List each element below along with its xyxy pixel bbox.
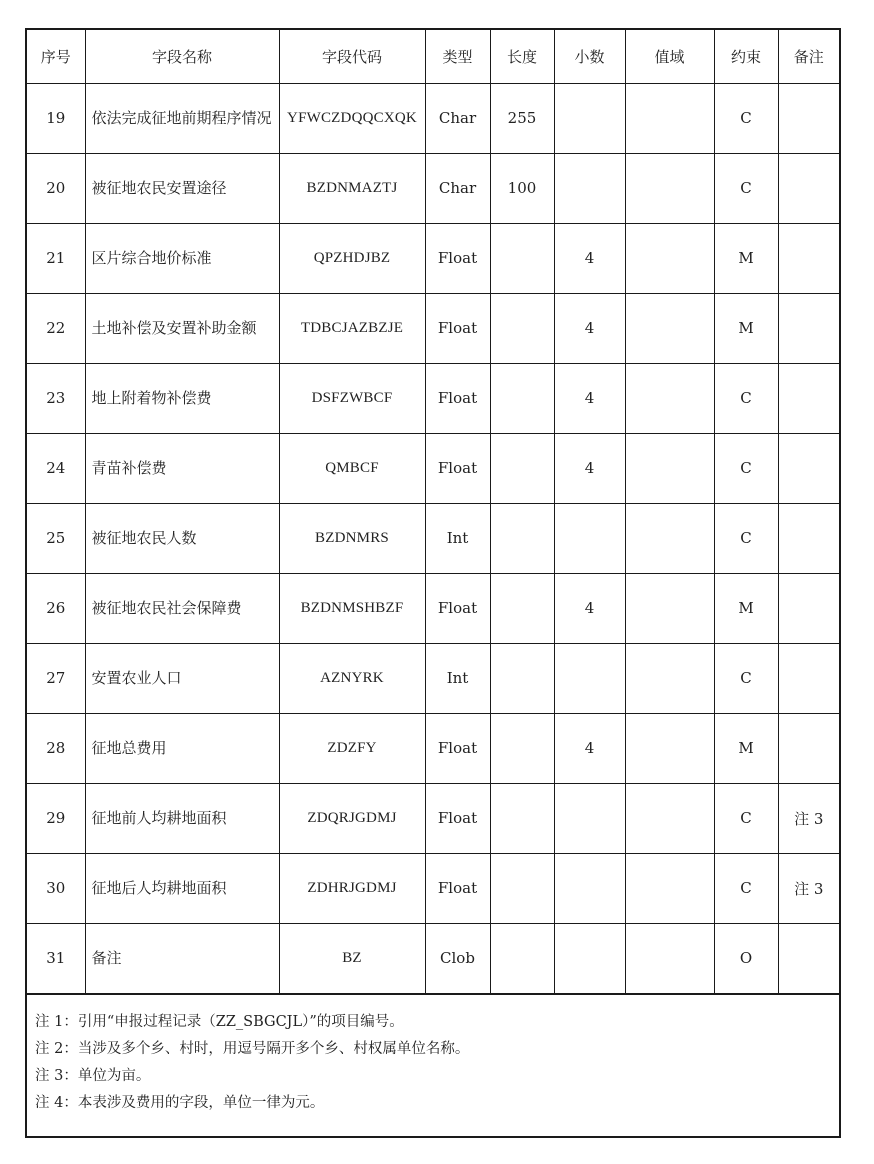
cell-constraint: C bbox=[714, 853, 778, 923]
cell-range bbox=[625, 153, 714, 223]
cell-field-code: AZNYRK bbox=[279, 643, 425, 713]
cell-decimal bbox=[554, 83, 625, 153]
cell-constraint: O bbox=[714, 923, 778, 993]
cell-no: 24 bbox=[27, 433, 85, 503]
cell-no: 30 bbox=[27, 853, 85, 923]
cell-field-name: 征地总费用 bbox=[85, 713, 279, 783]
cell-constraint: M bbox=[714, 713, 778, 783]
cell-constraint: M bbox=[714, 573, 778, 643]
cell-remark bbox=[778, 433, 839, 503]
cell-field-name: 安置农业人口 bbox=[85, 643, 279, 713]
cell-field-name: 征地前人均耕地面积 bbox=[85, 783, 279, 853]
cell-field-name: 征地后人均耕地面积 bbox=[85, 853, 279, 923]
cell-no: 31 bbox=[27, 923, 85, 993]
cell-length bbox=[490, 783, 554, 853]
cell-field-code: ZDZFY bbox=[279, 713, 425, 783]
cell-constraint: C bbox=[714, 503, 778, 573]
cell-field-code: ZDHRJGDMJ bbox=[279, 853, 425, 923]
cell-field-name: 被征地农民安置途径 bbox=[85, 153, 279, 223]
cell-type: Float bbox=[425, 573, 490, 643]
cell-length bbox=[490, 643, 554, 713]
cell-field-code: QMBCF bbox=[279, 433, 425, 503]
cell-field-name: 备注 bbox=[85, 923, 279, 993]
cell-decimal: 4 bbox=[554, 713, 625, 783]
cell-field-name: 被征地农民社会保障费 bbox=[85, 573, 279, 643]
cell-no: 27 bbox=[27, 643, 85, 713]
cell-length: 100 bbox=[490, 153, 554, 223]
cell-type: Float bbox=[425, 783, 490, 853]
cell-type: Float bbox=[425, 223, 490, 293]
cell-decimal: 4 bbox=[554, 293, 625, 363]
cell-length bbox=[490, 363, 554, 433]
cell-remark bbox=[778, 643, 839, 713]
cell-no: 20 bbox=[27, 153, 85, 223]
header-field-code: 字段代码 bbox=[279, 30, 425, 83]
cell-no: 23 bbox=[27, 363, 85, 433]
cell-range bbox=[625, 573, 714, 643]
cell-decimal: 4 bbox=[554, 363, 625, 433]
cell-field-name: 依法完成征地前期程序情况 bbox=[85, 83, 279, 153]
cell-remark bbox=[778, 503, 839, 573]
table-row bbox=[27, 293, 839, 363]
cell-range bbox=[625, 503, 714, 573]
header-constraint: 约束 bbox=[714, 30, 778, 83]
cell-type: Float bbox=[425, 853, 490, 923]
cell-decimal bbox=[554, 923, 625, 993]
cell-type: Int bbox=[425, 643, 490, 713]
cell-type: Float bbox=[425, 363, 490, 433]
note-1: 注 1：引用“申报过程记录（ZZ_SBGCJL）”的项目编号。 bbox=[35, 1013, 404, 1030]
cell-field-name: 土地补偿及安置补助金额 bbox=[85, 293, 279, 363]
cell-remark bbox=[778, 223, 839, 293]
cell-range bbox=[625, 783, 714, 853]
cell-range bbox=[625, 293, 714, 363]
cell-type: Float bbox=[425, 293, 490, 363]
cell-remark bbox=[778, 83, 839, 153]
table-row bbox=[27, 363, 839, 433]
cell-field-code: QPZHDJBZ bbox=[279, 223, 425, 293]
cell-decimal bbox=[554, 153, 625, 223]
cell-range bbox=[625, 713, 714, 783]
cell-range bbox=[625, 363, 714, 433]
cell-constraint: C bbox=[714, 363, 778, 433]
cell-length bbox=[490, 923, 554, 993]
field-definition-sheet bbox=[25, 28, 841, 1138]
cell-field-code: TDBCJAZBZJE bbox=[279, 293, 425, 363]
cell-field-code: DSFZWBCF bbox=[279, 363, 425, 433]
table-body bbox=[27, 83, 839, 993]
cell-constraint: C bbox=[714, 643, 778, 713]
cell-remark bbox=[778, 293, 839, 363]
cell-decimal: 4 bbox=[554, 223, 625, 293]
cell-no: 29 bbox=[27, 783, 85, 853]
cell-length bbox=[490, 853, 554, 923]
cell-remark bbox=[778, 713, 839, 783]
cell-constraint: C bbox=[714, 153, 778, 223]
table-row bbox=[27, 713, 839, 783]
note-2: 注 2：当涉及多个乡、村时，用逗号隔开多个乡、村权属单位名称。 bbox=[35, 1040, 470, 1057]
table-row bbox=[27, 503, 839, 573]
cell-field-name: 区片综合地价标准 bbox=[85, 223, 279, 293]
cell-field-name: 地上附着物补偿费 bbox=[85, 363, 279, 433]
cell-remark: 注 3 bbox=[778, 783, 839, 853]
header-field-name: 字段名称 bbox=[85, 30, 279, 83]
cell-decimal: 4 bbox=[554, 433, 625, 503]
notes-section bbox=[27, 994, 839, 1117]
cell-no: 22 bbox=[27, 293, 85, 363]
cell-type: Char bbox=[425, 153, 490, 223]
cell-type: Float bbox=[425, 713, 490, 783]
table-row bbox=[27, 153, 839, 223]
cell-range bbox=[625, 923, 714, 993]
table-header-row bbox=[27, 30, 839, 83]
cell-type: Char bbox=[425, 83, 490, 153]
table-row bbox=[27, 573, 839, 643]
cell-length bbox=[490, 223, 554, 293]
table-row bbox=[27, 433, 839, 503]
cell-field-code: BZDNMAZTJ bbox=[279, 153, 425, 223]
field-definition-table bbox=[27, 30, 839, 994]
cell-field-name: 被征地农民人数 bbox=[85, 503, 279, 573]
cell-range bbox=[625, 223, 714, 293]
cell-decimal: 4 bbox=[554, 573, 625, 643]
header-no: 序号 bbox=[27, 30, 85, 83]
table-row bbox=[27, 643, 839, 713]
cell-remark bbox=[778, 923, 839, 993]
cell-field-code: BZDNMRS bbox=[279, 503, 425, 573]
cell-field-name: 青苗补偿费 bbox=[85, 433, 279, 503]
note-4: 注 4：本表涉及费用的字段，单位一律为元。 bbox=[35, 1094, 325, 1111]
cell-remark bbox=[778, 153, 839, 223]
cell-constraint: M bbox=[714, 223, 778, 293]
header-length: 长度 bbox=[490, 30, 554, 83]
header-remark: 备注 bbox=[778, 30, 839, 83]
cell-range bbox=[625, 83, 714, 153]
cell-remark bbox=[778, 363, 839, 433]
table-row bbox=[27, 783, 839, 853]
cell-no: 28 bbox=[27, 713, 85, 783]
cell-length bbox=[490, 573, 554, 643]
cell-constraint: C bbox=[714, 783, 778, 853]
cell-no: 26 bbox=[27, 573, 85, 643]
header-decimal: 小数 bbox=[554, 30, 625, 83]
note-3: 注 3：单位为亩。 bbox=[35, 1067, 151, 1084]
cell-decimal bbox=[554, 503, 625, 573]
cell-range bbox=[625, 643, 714, 713]
cell-remark bbox=[778, 573, 839, 643]
cell-decimal bbox=[554, 853, 625, 923]
table-row bbox=[27, 223, 839, 293]
header-type: 类型 bbox=[425, 30, 490, 83]
cell-constraint: M bbox=[714, 293, 778, 363]
cell-type: Int bbox=[425, 503, 490, 573]
cell-decimal bbox=[554, 783, 625, 853]
header-range: 值域 bbox=[625, 30, 714, 83]
cell-remark: 注 3 bbox=[778, 853, 839, 923]
cell-length bbox=[490, 293, 554, 363]
cell-length bbox=[490, 503, 554, 573]
cell-field-code: ZDQRJGDMJ bbox=[279, 783, 425, 853]
cell-no: 21 bbox=[27, 223, 85, 293]
cell-type: Float bbox=[425, 433, 490, 503]
cell-constraint: C bbox=[714, 433, 778, 503]
cell-field-code: YFWCZDQQCXQK bbox=[279, 83, 425, 153]
table-row bbox=[27, 83, 839, 153]
cell-range bbox=[625, 853, 714, 923]
cell-length bbox=[490, 433, 554, 503]
cell-decimal bbox=[554, 643, 625, 713]
cell-length: 255 bbox=[490, 83, 554, 153]
cell-range bbox=[625, 433, 714, 503]
cell-field-code: BZ bbox=[279, 923, 425, 993]
cell-type: Clob bbox=[425, 923, 490, 993]
cell-field-code: BZDNMSHBZF bbox=[279, 573, 425, 643]
table-row bbox=[27, 853, 839, 923]
cell-no: 19 bbox=[27, 83, 85, 153]
table-row bbox=[27, 923, 839, 993]
cell-no: 25 bbox=[27, 503, 85, 573]
cell-length bbox=[490, 713, 554, 783]
cell-constraint: C bbox=[714, 83, 778, 153]
